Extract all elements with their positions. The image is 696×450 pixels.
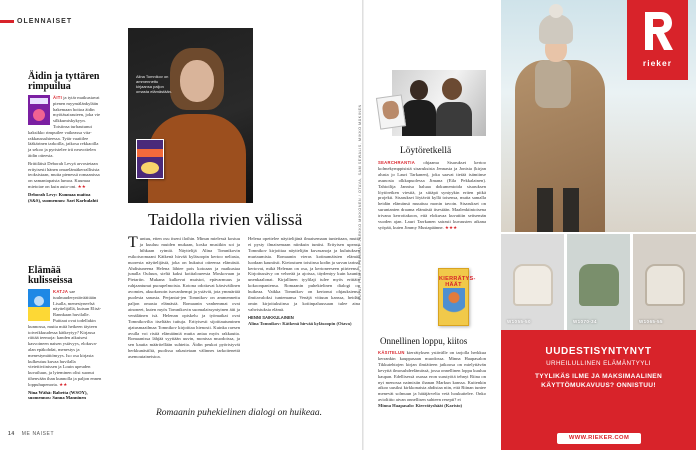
book-credit: Alina Tomnikov: Kätkenä hirvää kyläsoopin (Otava) xyxy=(248,320,352,326)
book-cover-kierratyshaat: KIERRÄTYS-HÄÄT xyxy=(438,268,469,326)
page-footer xyxy=(8,431,54,437)
shoe-icon xyxy=(513,264,553,306)
product-code: W1070-34 xyxy=(573,319,597,324)
drop-cap: T xyxy=(128,234,138,251)
sidebar-review-1 xyxy=(28,72,102,203)
page-fold xyxy=(362,0,364,450)
brand-logo-box xyxy=(627,0,688,80)
shoe-item xyxy=(633,234,696,330)
rating-stars: ★★ xyxy=(59,381,68,387)
book-credit: Minna Haapasalo: Kierrätyshäät (Karisto) xyxy=(378,403,463,409)
film-still-photo xyxy=(378,70,486,136)
shoe-item xyxy=(501,234,564,330)
shoe-icon xyxy=(645,264,685,306)
shoe-gallery xyxy=(501,234,696,330)
article-column-2: Helena opettelee näyttelijänä ilmaisemaan tunteitaan, mutta ei pysty ilmaisemaan niinkuin tuntisi. Erityisen upeasti Tomnikov kirjoittaa näyttelijän kuvasanoja ja kulutuksen murtaumista. Romaanin vieras kotinamäisten elämää luodaan kauniisti. Kietoutuen toisiinsa kodin ja suvun tarinat kertovat, mikä Helenan on osa, ja kertoneeseen piirteensä. Kirjoitussävy on vehreää ja ajoissa, täydentyy kuin kauniit unenkaalonat. Kirjallinen tyylilaji tulee myös erittäin kokoonpaniensa. Romaanin puhekielinen dialogi on huikeaa. Vaikka Tomnikov on kertonut ohjauksiensa ilmitavaloksi tuntemansa Venäjä vittuun kanssa, heidän omin kirjoituksiinsa ja kotiinpaluussaan tulee aina vahvistuksia elämä. HENNI SAIKKULAINEN Alina Tomnikov: Kätkenä hirvää kyläsoopin (Otava) xyxy=(248,236,360,326)
shoe-icon xyxy=(579,264,619,306)
brand-logo-icon xyxy=(641,10,675,52)
ad-banner xyxy=(501,330,696,450)
article-column-1: T untuu, etten osu itseni iloihin. Minun mielessä kostuu ja kuuluu muiden mukaan, koska musiikin soi ja hihkaan rytmiä. Näyttelijä Alina Tomnikovin esikoisromaani Kätkenä hirvää kyläsoopin kertoo neliasta, nuoresta näyttelijästä, joka on hukutut otteensa elämästä. Ahdistuneena Helena lähtee pois kotoaan ja matkustaa junalla Ouluun, sieltä kaksi kotitaloueesta Moskovaan ja Pietariin. Mukana kulkevat muistot, epävarmuus ja ruhjaantunut puoupelmoista. Kotona odottavat kärsiväilinen avomies, akuokonoin isovanhempi ja ystävät, jota ymmärtää puolesta sanasta. Perjantai-jen Tomnikov on ammennettu paljon omasta elämästä. Romaanin vanhemmat ovat ainoneet, kuten myös Tomnikovin suomalaissyntyinen äiti ja venäläinen isä. Helenan opiskelu ja työmatkat ovat Tomnikovilta itseltään tuttuja. Erityisesti sijoittautuminen ajatusmaailmaa Tomnikov kirjoittaa hienosti. Kuinka raesen avulla voi ristiä elämäämiä mutta antaa myös rakkautta. Romaanissa lähjää syyttään uuvin, monissa muodoissa, ja sen kautta määritellään suhteita. Äidin peukot pyöristyvät herkkunästiltä, puolissa rakastetaan välinnes tarkoitenettä asemoutaineistoa. xyxy=(128,234,240,360)
magazine-name: ME NAISET xyxy=(21,431,55,437)
rating-stars: ★★ xyxy=(77,183,86,189)
rating-stars: ★★★ xyxy=(444,224,458,230)
sidebar-review-1-body-2: Brittiläisä Deborah Levyä arvostetaan erityisesti hänen omaelämäkerrallisista teoksistaan, mutta pienessä romaanissa on samantapaista lumoa. Kuumaa mietoiae on kuin auto-oni. ★★ xyxy=(28,160,100,189)
article-title: Taidolla rivien välissä xyxy=(148,210,303,229)
page-number: 14 xyxy=(8,431,15,437)
sidebar-review-2 xyxy=(28,266,102,401)
product-code: W1065-55 xyxy=(639,319,663,324)
ad-headline: UUDESTISYNTYNYT xyxy=(545,346,652,357)
reviewer-name: HENNI SAIKKULAINEN xyxy=(248,314,294,320)
advertisement-page xyxy=(501,0,696,450)
brand-name: rieker xyxy=(642,58,673,68)
sidebar-review-2-body: KATJA sae tuulnuuderyntävääitään Lisalla, menestyneelsä näyttelijällä, kutsun Elisä-Rannkaan huvilalle. Puittaat ovat todellakin kunnossa, mutta mitä hetkeen täyteen toiveikkuudessa kätkeytyy? Kirjassa riittää teemoja: kanden aikuisesi kasvoineen naisen ystävyys, elokuva-alan epäkohdat, menestys ja menestymättömyys. Iso osa kirjasta kulkeutuu kuvaa huvilalla vietettiviinissen ja Louin upeuden kuvailuun, ja lyteminen olisi suonut tihenvään ihan kunnolla ja paljon ennen loppuhupenorta. ★★ xyxy=(28,289,102,387)
review-3-body: SEARCHRANTIA ohjaama Sisarukset kertoo kolmekymppisistä sisaruksista Jennasta ja Jonista (kirjan alusta jo Lauri Tarkanen), joka saavat tietää isämiinse asunosta olkkapuolessa Jimana (Eila Pekkalainen). Tahtoilija Jannisa haluaa dokumentoida sisaruksen löytöretken viestiä, ja siitäpä syntyykin eriten pitkä projekti. Sisarukset löytävät kyllä toisensa, mutta samalla heidän elämänsä muuttuu monin tavoin. Sisarukset on suruntanten draama elämästä itsestään. Maalenkiintoisena trivana kerrottakoon, että elokuvaa kuvattiin seitsemän vuoden ajan. Lauri Tarrkanen sairasti kuvausten aikana syöpää, kuten Jimmy Mustapäänne. ★★★ xyxy=(378,160,486,230)
sidebar-review-1-body: ÄITI ja tytär matkustavat pienen myymälänkylään hakemaan hoitoa äidin myötäsairauteen, joka vie silkkumiskykyyn. Toisiinsa turhautunut kaksikko rimpuilee vaikeassa vita-rakkaussuhteessa. Tytär vaatiilee lääkärinen tarkoilla, jatkosa rekkaoilla ja sekoo ja pyristelee irti neuvottelen äidin otteesta. xyxy=(28,95,101,158)
article-body xyxy=(128,236,360,386)
sidebar-review-1-credit: Deborah Levy: Kuumaa maitoa (S&S), suomennos: Sari Karhulahti xyxy=(28,191,98,203)
snapshot-photo xyxy=(376,94,406,129)
review-3-title: Löytöretkellä xyxy=(400,146,452,156)
book-cover-icon xyxy=(28,289,50,321)
photo-credit: KUVAT: FILM4 TYRANNAT, JARKKO MIKKONEN / OTAVA, SAM SEWALIS, MIKKO MÄKINEN xyxy=(358,104,362,300)
shoe-item xyxy=(567,234,630,330)
sidebar-review-2-title: Elämää kulisseissa xyxy=(28,265,73,286)
review-4-body: KÄSITELUN kierrätyksen ystävälle on tarjolla herkkua kerrankin kauppasaan muodossa. Minna Haapasalon Tikkutehtojen kirjan ilmiätteen jatkoosa on mielyttävän kevyttä ilmosuhdeelämässä, jossa onnellinen loppu kuuluu kaupan. Edellisessä osassa eron surutyötä tehnyt Riina on nyt menossa naimisiin ihanan Markun kanssa. Kuitenkin aikoo uusiksi kirkkonaista ahdistaa niin, että Riinan tuntee menevät solmuun ja hätäjärvelta vetä houkuttelee. Onko avioliitto aivan onnellisen suhteen resepti? ei Minna Haapasalo: Kierrätyshäät (Karisto) xyxy=(378,350,486,409)
product-code: W1055-50 xyxy=(507,319,531,324)
photo-caption: Alina Tomnikov on ammennettu kirjaansa paljon omasta elämästään. xyxy=(136,74,173,94)
review-4-title: Onnellinen loppu, kiitos xyxy=(380,336,468,346)
ad-body-text: TYYLIKÄS ILME JA MAKSIMAALINEN KÄYTTÖMUKAVUUS? ONNISTUU! xyxy=(534,373,663,389)
sidebar-review-2-credit: Nina Wähä: Babetta (WSOY), suomennos: Sanna Manninen xyxy=(28,389,88,401)
ad-url-link[interactable]: WWW.RIEKER.COM xyxy=(557,433,641,444)
featured-book-cover xyxy=(136,139,164,179)
pull-quote: Romaanin puhekielinen dialogi on huikeaa. xyxy=(156,408,322,418)
section-tag: OLENNAISET xyxy=(0,18,72,25)
section-bar xyxy=(0,20,14,23)
sidebar-review-1-title: Äidin ja tyttären rimpuilua xyxy=(28,71,100,92)
book-cover-icon xyxy=(28,95,50,125)
ad-subline: URHEILULLINEN ELÄMÄNTYYLI xyxy=(546,360,651,367)
